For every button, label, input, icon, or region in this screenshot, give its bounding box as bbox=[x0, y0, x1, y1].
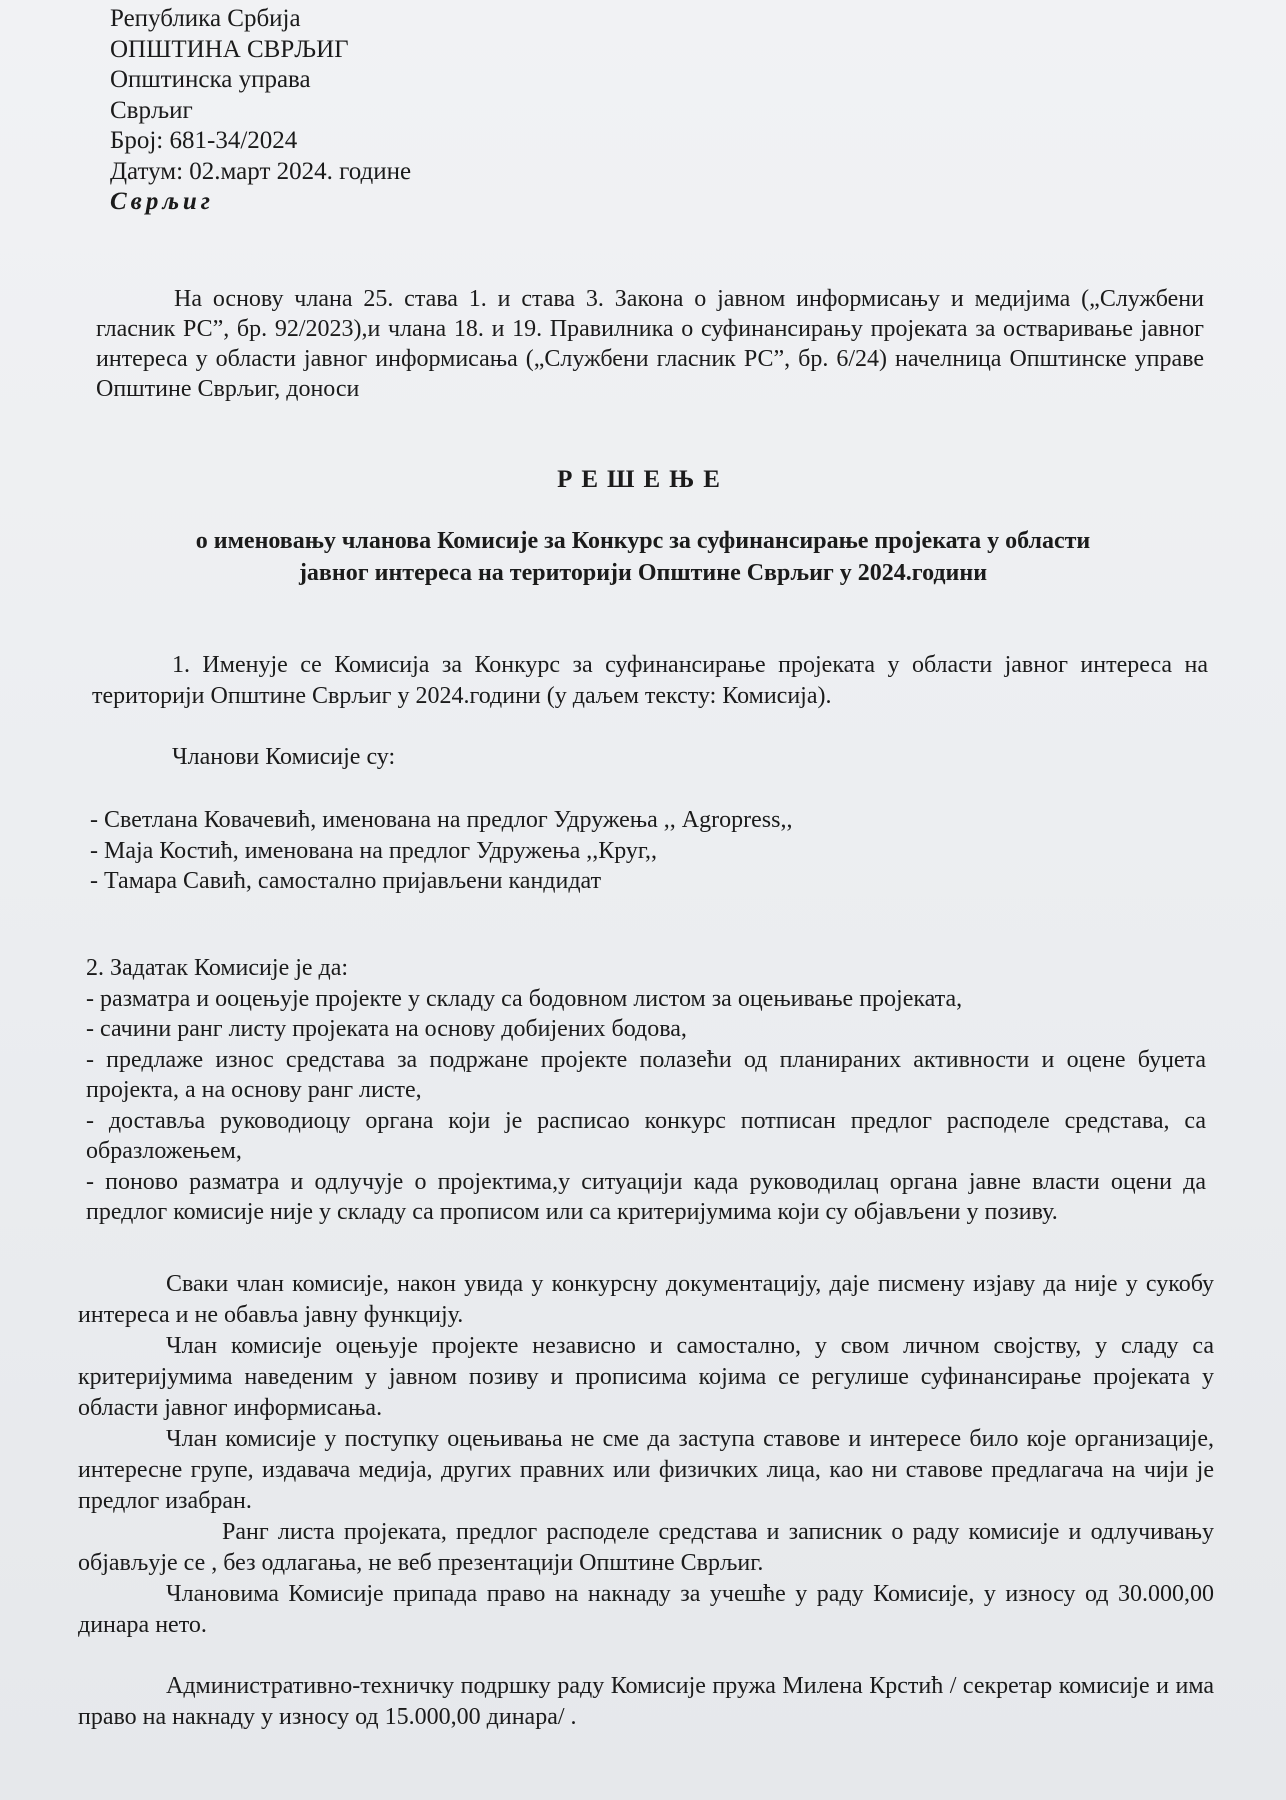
task-item: - доставља руководиоцу органа који је расписао конкурс потписан предлог расподеле средстава, са образложењем, bbox=[86, 1107, 1206, 1164]
body-paragraphs bbox=[78, 1269, 1214, 1733]
task-item: - поново разматра и одлучује о пројектима,у ситуацији када руководилац органа јавне власти оцени да предлог комисије није у складу са прописом или са критеријумима који су објављени у позиву. bbox=[86, 1168, 1206, 1225]
paragraph-compensation: Члановима Комисије припада право на накнаду за учешће у раду Комисије, у износу од 30.000,00 динара нето. bbox=[78, 1581, 1214, 1638]
decision-title: РЕШЕЊЕ bbox=[557, 466, 729, 493]
decision-subtitle bbox=[100, 525, 1186, 589]
member-item: - Маја Костић, именована на предлог Удружења ,,Круг,, bbox=[90, 837, 658, 864]
members-list bbox=[90, 805, 792, 897]
paragraph-evaluation: Члан комисије оцењује пројекте независно и самостално, у свом личном својству, у сладу са критеријумима наведеним у јавном позиву и прописима којима се регулише суфинансирање пројеката у области јавног информисања. bbox=[78, 1333, 1214, 1421]
section-1 bbox=[92, 650, 1208, 712]
section-1-text: 1. Именује се Комисија за Конкурс за суфинансирање пројеката у области јавног интереса на територији Општине Сврљиг у 2024.години (у даљем тексту: Комисија). bbox=[92, 652, 1208, 709]
section-2 bbox=[86, 953, 1206, 1228]
document-date: Датум: 02.март 2024. године bbox=[110, 157, 412, 185]
intro-paragraph bbox=[96, 284, 1204, 404]
section-2-heading: 2. Задатак Комисије је да: bbox=[86, 955, 349, 981]
paragraph-admin-support: Административно-техничку подршку раду Комисије пружа Милена Крстић / секретар комисије и има право на накнаду у износу од 15.000,00 динара/ . bbox=[78, 1673, 1214, 1730]
subtitle-line-2: јавног интереса на територији Општине Сврљиг у 2024.години bbox=[298, 560, 988, 586]
paragraph-conflict-of-interest: Сваки члан комисије, након увида у конкурсну документацију, даје писмену изјаву да није у сукобу интереса и не обавља јавну функцију. bbox=[78, 1271, 1214, 1328]
members-label: Чланови Комисије су: bbox=[172, 744, 396, 770]
document-header bbox=[110, 4, 411, 218]
task-item: - предлаже износ средстава за подржане пројекте полазећи од планираних активности и оцене буџета пројекта, а на основу ранг листе, bbox=[86, 1046, 1206, 1103]
task-item: - разматра и ооцењује пројекте у складу са бодовном листом за оцењивање пројеката, bbox=[86, 985, 963, 1012]
member-item: - Светлана Ковачевић, именована на предлог Удружења ,, Agropress,, bbox=[90, 807, 793, 833]
intro-text: На основу члана 25. става 1. и става 3. Закона о јавном информисању и медијима („Службени гласник РС”, бр. 92/2023),и члана 18. и 19. Правилника о суфинансирању пројеката за остваривање јавног интереса у области јавног информисања („Службени гласник РС”, бр. 6/24) начелница Општинске управе Општине Сврљиг, доноси bbox=[96, 286, 1204, 402]
member-item: - Тамара Савић, самостално пријављени кандидат bbox=[90, 868, 602, 894]
task-item: - сачини ранг листу пројеката на основу добијених бодова, bbox=[86, 1016, 687, 1042]
document-number: Број: 681-34/2024 bbox=[110, 127, 298, 154]
header-country: Република Србија bbox=[110, 5, 301, 32]
subtitle-line-1: о именовању чланова Комисије за Конкурс за суфинансирање пројеката у области bbox=[195, 528, 1091, 554]
document-place: Сврљиг bbox=[110, 188, 214, 215]
paragraph-impartiality: Члан комисије у поступку оцењивања не сме да заступа ставове и интересе било које организације, интересне групе, издавача медија, других правних или физичких лица, као ни ставове предлагача на чији је предлог изабран. bbox=[78, 1426, 1214, 1514]
paragraph-publication: Ранг листа пројеката, предлог расподеле средстава и записник о раду комисије и одлучивању објављује се , без одлагања, не веб презентацији Општине Сврљиг. bbox=[78, 1519, 1214, 1576]
header-city: Сврљиг bbox=[110, 96, 193, 124]
header-municipality: ОПШТИНА СВРЉИГ bbox=[110, 35, 349, 63]
header-administration: Општинска управа bbox=[110, 66, 311, 93]
